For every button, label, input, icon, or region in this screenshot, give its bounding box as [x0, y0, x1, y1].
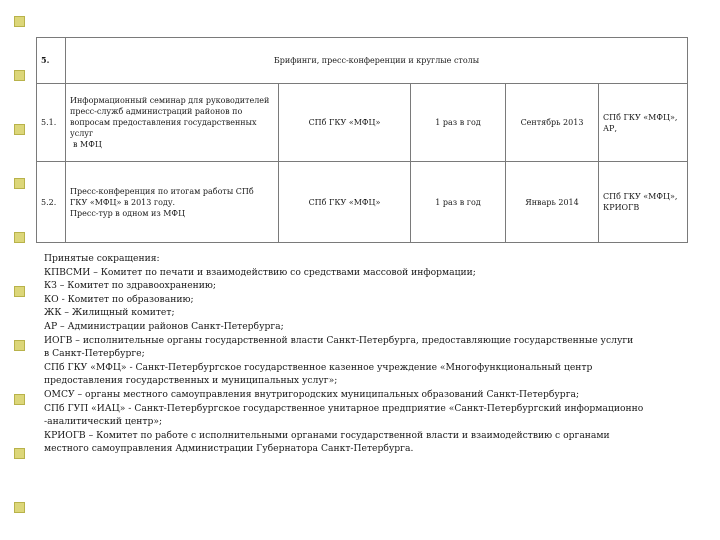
row-responsible: СПб ГКУ «МФЦ» [279, 84, 411, 162]
abbreviation-line: ОМСУ – органы местного самоуправления внутригородских муниципальных образований Санкт-Петербурга; [44, 388, 580, 400]
row-responsible: СПб ГКУ «МФЦ» [279, 162, 411, 243]
bullet-square [14, 232, 25, 243]
row-number: 5.1. [37, 84, 66, 162]
row-number: 5.2. [37, 162, 66, 243]
slide-bullet-column [0, 0, 30, 540]
participant-line: СПб ГКУ «МФЦ», [603, 112, 678, 122]
events-plan-table [36, 37, 688, 243]
row-participants [599, 162, 688, 243]
abbreviations-block [44, 252, 694, 456]
abbreviation-line: в Санкт-Петербурге; [44, 348, 145, 360]
abbreviation-line: АР – Администрации районов Санкт-Петербурга; [44, 320, 284, 332]
abbreviation-line: СПб ГКУ «МФЦ» - Санкт-Петербургское государственное казенное учреждение «Многофункциональный центр [44, 361, 593, 373]
row-participants [599, 84, 688, 162]
row-description [66, 162, 279, 243]
section-title: Брифинги, пресс-конференции и круглые столы [66, 38, 688, 84]
participant-line: АР, [603, 123, 617, 133]
bullet-square [14, 448, 25, 459]
bullet-square [14, 394, 25, 405]
abbreviation-line: КРИОГВ – Комитет по работе с исполнительными органами государственной власти и взаимодействию с органами [44, 429, 610, 441]
bullet-square [14, 340, 25, 351]
description-line: пресс-служб администраций районов по [70, 107, 243, 116]
description-line: вопросам предоставления государственных [70, 118, 257, 127]
abbreviation-line: -аналитический центр»; [44, 416, 163, 428]
bullet-square [14, 502, 25, 513]
description-line: ГКУ «МФЦ» в 2013 году. [70, 197, 176, 207]
bullet-square [14, 286, 25, 297]
abbreviation-line: предоставления государственных и муниципальных услуг»; [44, 375, 338, 387]
abbreviation-line: ЖК – Жилищный комитет; [44, 307, 175, 319]
abbreviations-heading: Принятые сокращения: [44, 253, 160, 264]
abbreviation-line: КПВСМИ – Комитет по печати и взаимодействию со средствами массовой информации; [44, 266, 476, 278]
description-line: Пресс-конференция по итогам работы СПб [70, 186, 254, 196]
abbreviation-line: КО - Комитет по образованию; [44, 293, 194, 305]
abbreviation-line: КЗ – Комитет по здравоохранению; [44, 280, 216, 292]
participant-line: КРИОГВ [603, 203, 640, 212]
abbreviation-line: СПб ГУП «ИАЦ» - Санкт-Петербургское государственное унитарное предприятие «Санкт-Петербургский информационно [44, 402, 644, 414]
abbreviation-line: местного самоуправления Администрации Губернатора Санкт-Петербурга. [44, 443, 414, 455]
participant-line: СПб ГКУ «МФЦ», [603, 192, 678, 201]
bullet-square [14, 16, 25, 27]
row-date: Сентябрь 2013 [506, 84, 599, 162]
section-header-row [37, 38, 688, 84]
section-number: 5. [37, 38, 66, 84]
row-date: Январь 2014 [506, 162, 599, 243]
row-description [66, 84, 279, 162]
row-frequency: 1 раз в год [411, 84, 506, 162]
table-row [37, 84, 688, 162]
description-line: в МФЦ [73, 140, 102, 149]
description-line: Пресс-тур в одном из МФЦ [70, 208, 186, 218]
bullet-square [14, 178, 25, 189]
row-frequency: 1 раз в год [411, 162, 506, 243]
bullet-square [14, 124, 25, 135]
bullet-square [14, 70, 25, 81]
description-line: услуг [70, 129, 94, 138]
table-row [37, 162, 688, 243]
abbreviation-line: ИОГВ – исполнительные органы государственной власти Санкт-Петербурга, предоставляющие государственные услуги [44, 334, 634, 346]
description-line: Информационный семинар для руководителей [70, 96, 270, 105]
